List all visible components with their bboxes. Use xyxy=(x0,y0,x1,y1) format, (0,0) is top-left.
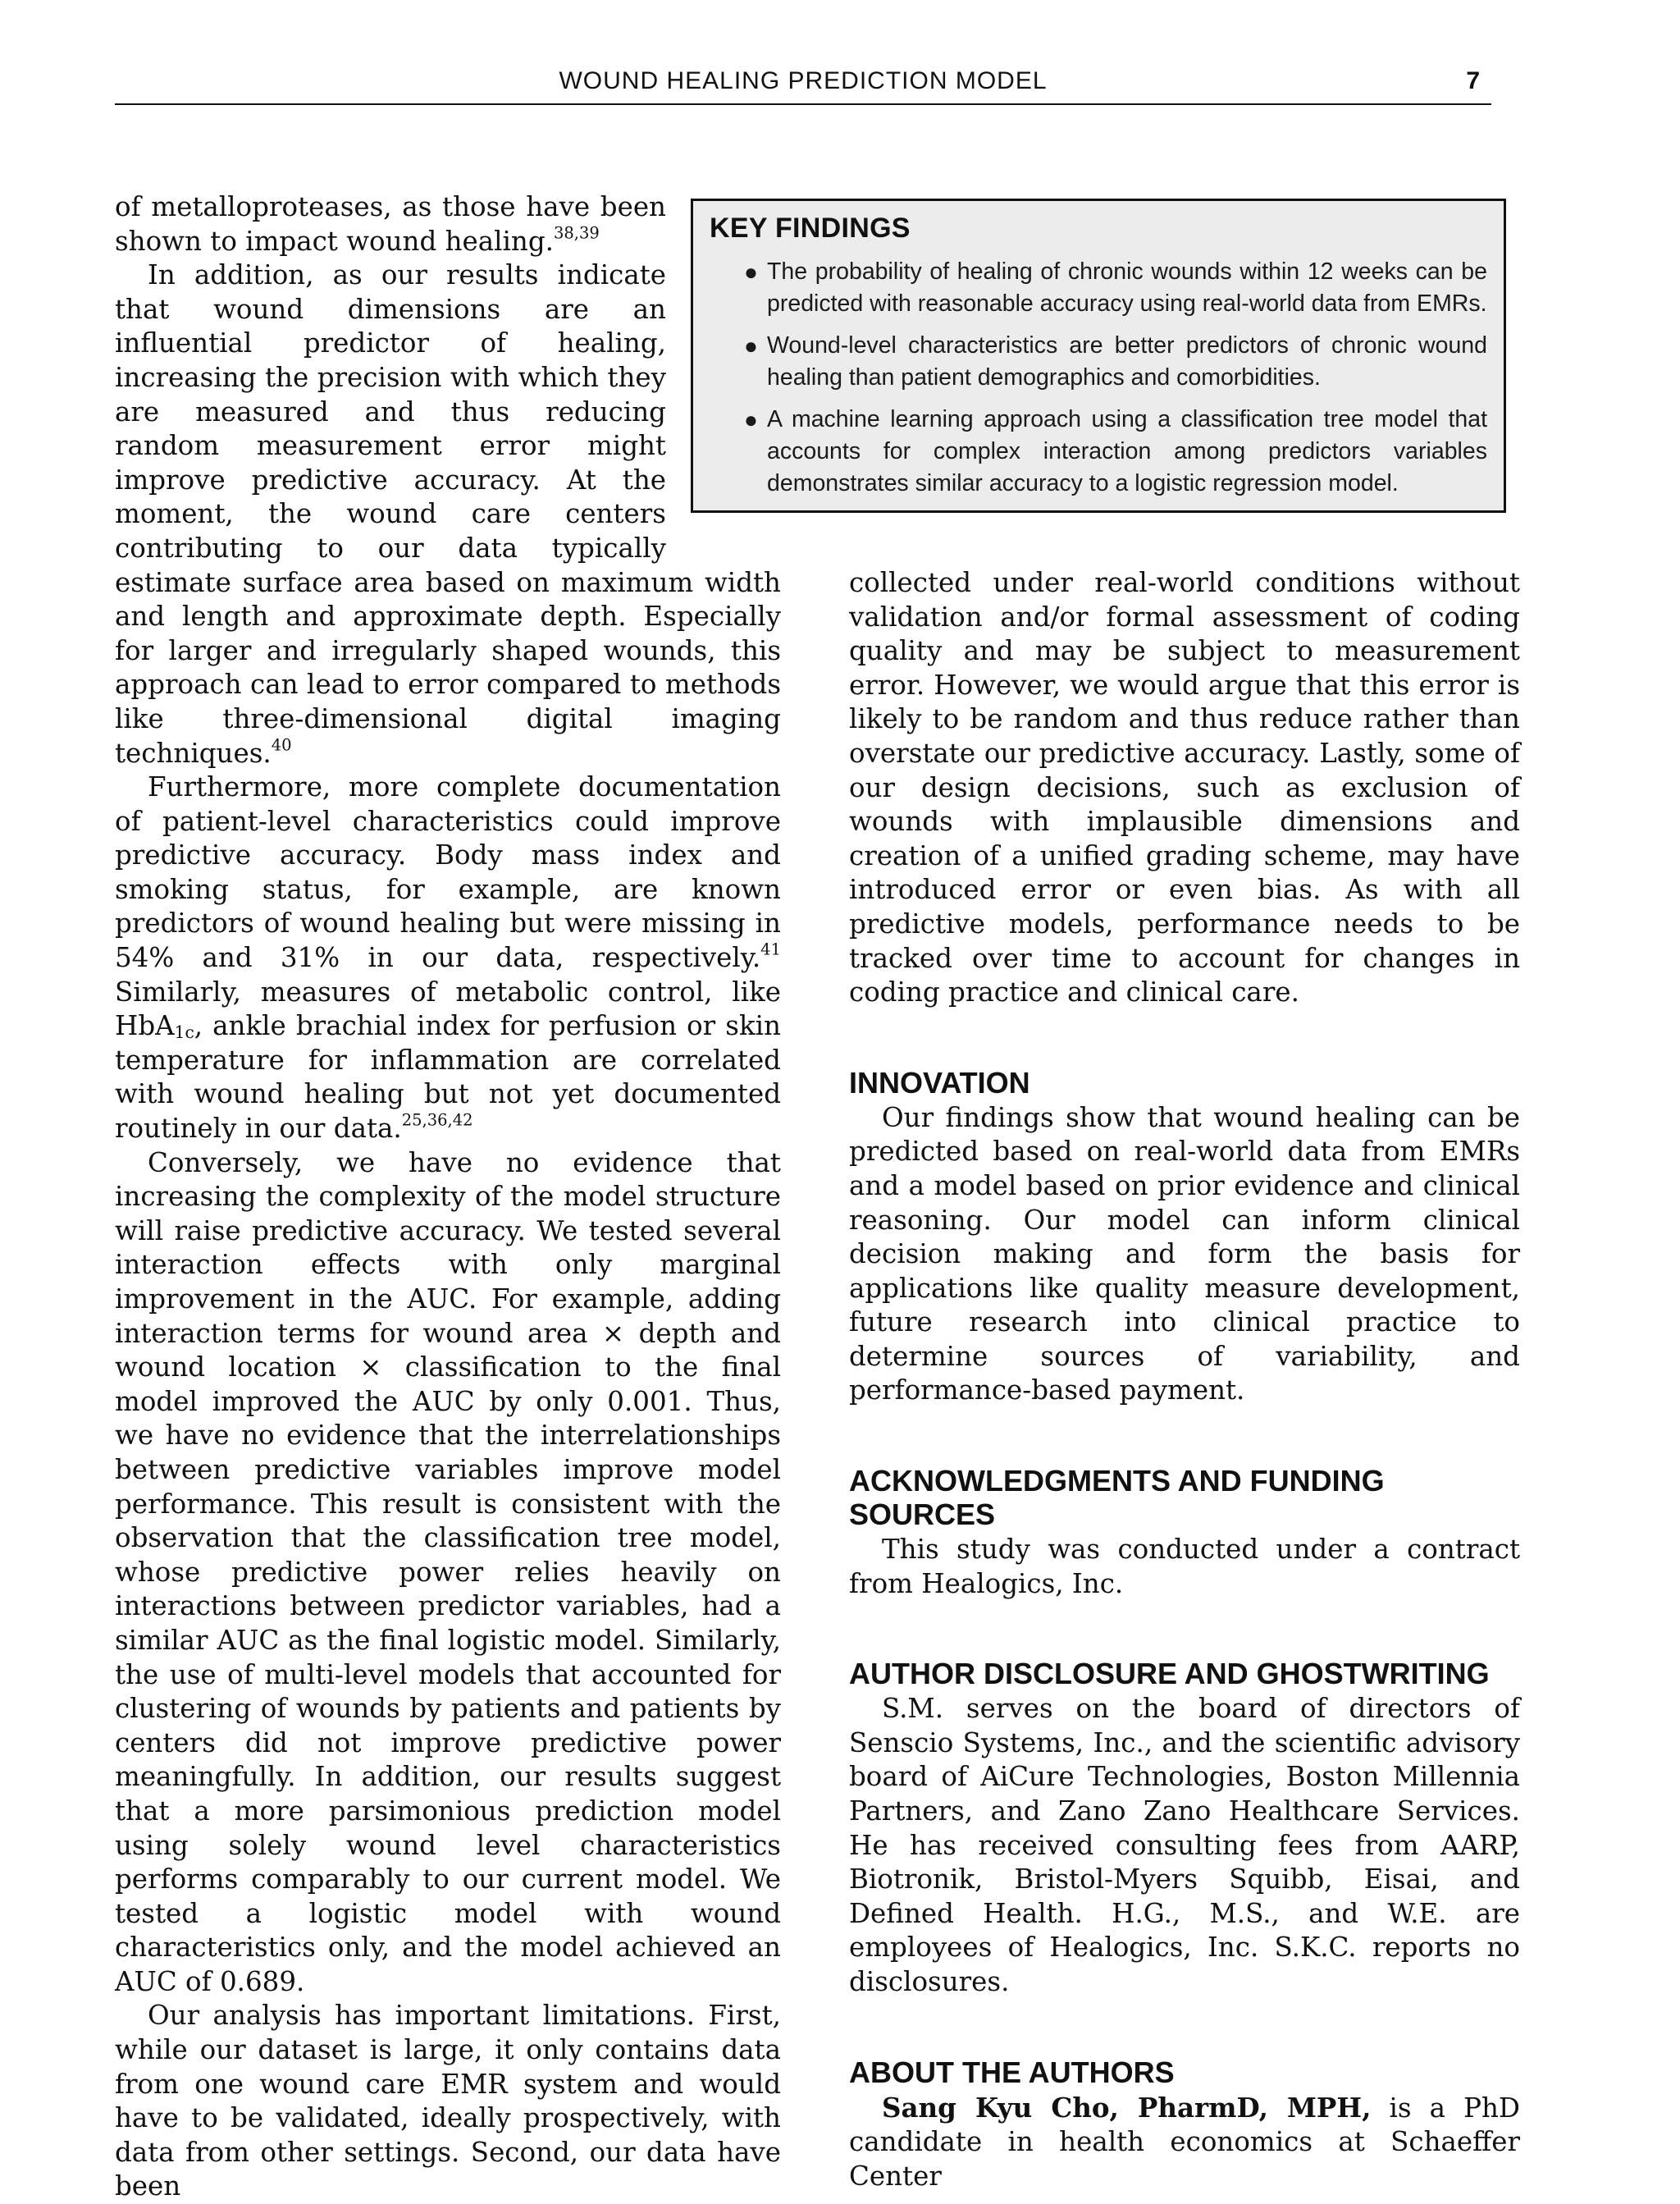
paragraph-innovation: Our findings show that wound healing can be predicted based on real-world data from EMRs and a model based on prior evidence and clinical reasoning. Our model can inform clinical decision making and form the basis for applications like quality measure development, future research into clinical practice to determine sources of variability, and performance-based payment. xyxy=(849,1101,1520,1406)
section-heading-acknowledgments: ACKNOWLEDGMENTS AND FUNDING SOURCES xyxy=(849,1464,1385,1532)
paragraph-limitations-continued: collected under real-world conditions without validation and/or formal assessment of coding quality and may be subject to measurement error. However, we would argue that this error is likely to be random and thus reduce rather than overstate our predictive accuracy. Lastly, some of our design decisions, such as exclusion of wounds with implausible dimensions and creation of a unified grading scheme, may have introduced error or even bias. As with all predictive models, performance needs to be tracked over time to account for changes in coding practice and clinical care. xyxy=(849,567,1520,1008)
paragraph-wound-dimensions: In addition, as our results indicate that wound dimensions are an influential predictor of healing, increasing the precision with which they are measured and thus reducing random measurement error might improve predictive accuracy. At the moment, the wound care centers contributing to our data typically estimate surface area based on maximum width and length and approximate depth. Especially for larger and irregularly shaped wounds, this approach can lead to error compared to methods like three-dimensional digital imaging techniques.$^{40}$ xyxy=(115,259,781,769)
paragraph-metalloproteases: of metalloproteases, as those have been shown to impact wound healing.$^{38,39}$ xyxy=(115,191,666,257)
section-innovation xyxy=(849,1066,1520,1408)
key-finding-text: A machine learning approach using a classification tree model that accounts for complex interaction among predictors variables demonstrates similar accuracy to a logistic regression model. xyxy=(767,406,1487,496)
page-number: 7 xyxy=(1466,67,1480,94)
paragraph-documentation: Furthermore, more complete documentation of patient-level characteristics could improve predictive accuracy. Body mass index and smoking status, for example, are known predictors of wound healing but were missing in 54% and 31% in our data, respectively.$^{41}$ Similarly, measures of metabolic control, like HbA$_{1c}$, ankle brachial index for perfusion or skin temperature for inflammation are correlated with wound healing but not yet documented routinely in our data.$^{25,36,42}$ xyxy=(115,771,781,1145)
section-acknowledgments xyxy=(849,1464,1520,1601)
paragraph-limitations: Our analysis has important limitations. First, while our dataset is large, it only contains data from one wound care EMR system and would have to be validated, ideally prospectively, with data from other settings. Second, our data have been xyxy=(115,2000,781,2202)
bullet-icon: ● xyxy=(744,333,758,359)
citation: 38,39 xyxy=(553,222,600,242)
paragraph-model-complexity: Conversely, we have no evidence that increasing the complexity of the model structure will raise predictive accuracy. We tested several interaction effects with only marginal improvement in the AUC. For example, adding interaction terms for wound area × depth and wound location × classification to the final model improved the AUC by only 0.001. Thus, we have no evidence that the interrelationships between predictive variables improve model performance. This result is consistent with the observation that the classification tree model, whose predictive power relies heavily on interactions between predictor variables, had a similar AUC as the final logistic model. Similarly, the use of multi-level models that accounted for clustering of wounds by patients and patients by centers did not improve predictive power meaningfully. In addition, our results suggest that a more parsimonious prediction model using solely wound level characteristics performs comparably to our current model. We tested a logistic model with wound characteristics only, and the model achieved an AUC of 0.689. xyxy=(115,1146,781,1997)
key-finding-text: The probability of healing of chronic wounds within 12 weeks can be predicted with reasonable accuracy using real-world data from EMRs. xyxy=(767,258,1487,317)
key-finding-text: Wound-level characteristics are better predictors of chronic wound healing than patient demographics and comorbidities. xyxy=(767,332,1487,391)
paragraph-acknowledgments: This study was conducted under a contract from Healogics, Inc. xyxy=(849,1534,1520,1599)
section-heading-disclosure: AUTHOR DISCLOSURE AND GHOSTWRITING xyxy=(849,1657,1490,1691)
citation: 40 xyxy=(271,734,292,754)
key-findings-list xyxy=(710,256,1487,500)
bullet-icon: ● xyxy=(744,407,758,432)
key-findings-wrap-space xyxy=(666,184,781,550)
section-heading-about-authors: ABOUT THE AUTHORS xyxy=(849,2055,1175,2089)
subscript: 1c xyxy=(174,1022,194,1043)
paragraph-about-authors: Sang Kyu Cho, PharmD, MPH, is a PhD candidate in health economics at Schaeffer Center xyxy=(849,2091,1520,2192)
left-column xyxy=(115,190,781,2204)
running-header xyxy=(115,67,1491,105)
section-heading-innovation: INNOVATION xyxy=(849,1065,1030,1100)
right-column xyxy=(849,566,1520,2193)
citation: 41 xyxy=(760,940,781,959)
key-finding-item xyxy=(710,404,1487,500)
bullet-icon: ● xyxy=(744,259,758,285)
key-findings-heading: KEY FINDINGS xyxy=(710,213,911,244)
key-findings-box xyxy=(691,199,1506,513)
section-disclosure xyxy=(849,1657,1520,1999)
running-title: WOUND HEALING PREDICTION MODEL xyxy=(559,67,1048,94)
section-about-authors xyxy=(849,2055,1520,2194)
author-name: Sang Kyu Cho, PharmD, MPH, xyxy=(882,2091,1372,2124)
key-finding-item xyxy=(710,330,1487,394)
citation: 25,36,42 xyxy=(401,1110,473,1130)
paragraph-disclosure: S.M. serves on the board of directors of Senscio Systems, Inc., and the scientific advisory board of AiCure Technologies, Boston Millennia Partners, and Zano Zano Healthcare Services. He has received consulting fees from AARP, Biotronik, Bristol-Myers Squibb, Eisai, and Defined Health. H.G., M.S., and W.E. are employees of Healogics, Inc. S.K.C. reports no disclosures. xyxy=(849,1693,1520,1997)
key-finding-item xyxy=(710,256,1487,320)
